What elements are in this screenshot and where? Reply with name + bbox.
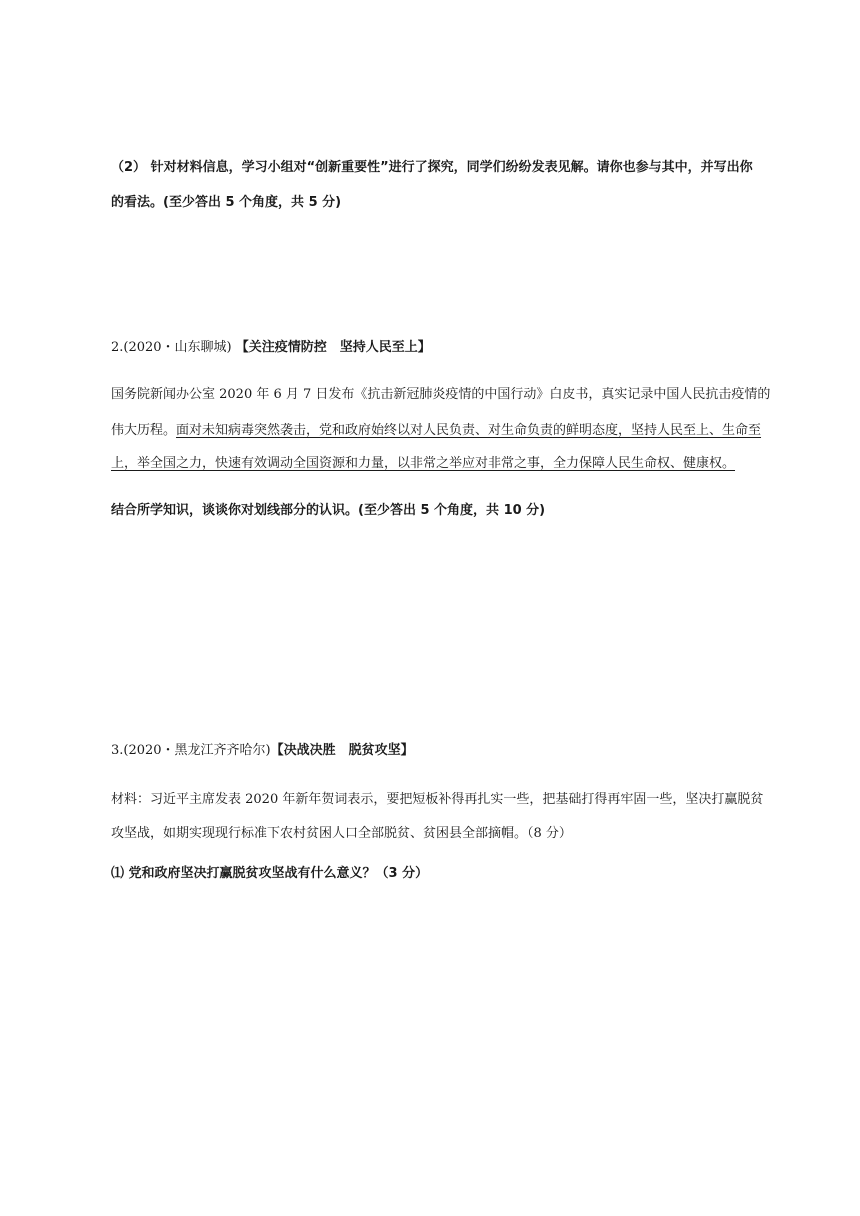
q3-header-tag: 【决战决胜 脱贫攻坚】	[270, 743, 414, 758]
q2-material-line3	[111, 456, 735, 472]
q1-part2-line2: 的看法。(至少答出 5 个角度，共 5 分)	[111, 195, 342, 210]
q2-material-underlined-part2: 上，举全国之力，快速有效调动全国资源和力量，以非常之举应对非常之事，全力保障人民生命权、健康权。	[111, 456, 736, 471]
q3-header-source: 3.(2020・黑龙江齐齐哈尔)	[111, 743, 271, 758]
q3-material-line1: 材料：习近平主席发表 2020 年新年贺词表示，要把短板补得再扎实一些，把基础打得再牢固一些，坚决打赢脱贫	[111, 792, 764, 807]
q3-sub-question-1: ⑴ 党和政府坚决打赢脱贫攻坚战有什么意义？（3 分）	[111, 866, 429, 881]
q1-part2-line1: （2） 针对材料信息，学习小组对“创新重要性”进行了探究，同学们纷纷发表见解。请你也参与其中，并写出你	[111, 160, 753, 175]
q2-header-source: 2.(2020・山东聊城)	[111, 340, 236, 355]
q3-header	[111, 743, 414, 759]
q2-question: 结合所学知识，谈谈你对划线部分的认识。(至少答出 5 个角度，共 10 分)	[111, 503, 546, 518]
q2-material-line1: 国务院新闻办公室 2020 年 6 月 7 日发布《抗击新冠肺炎疫情的中国行动》白皮书，真实记录中国人民抗击疫情的	[111, 387, 771, 402]
q2-material-line2-plain: 伟大历程。	[111, 423, 177, 438]
q3-material-line2: 攻坚战，如期实现现行标准下农村贫困人口全部脱贫、贫困县全部摘帽。（8 分）	[111, 826, 572, 841]
q2-material-underlined-part1: 面对未知病毒突然袭击，党和政府始终以对人民负责、对生命负责的鲜明态度，坚持人民至上、生命至	[176, 423, 762, 438]
q2-header-tag: 【关注疫情防控 坚持人民至上】	[235, 340, 431, 355]
q2-header	[111, 340, 431, 356]
q2-material-line2	[111, 423, 761, 439]
